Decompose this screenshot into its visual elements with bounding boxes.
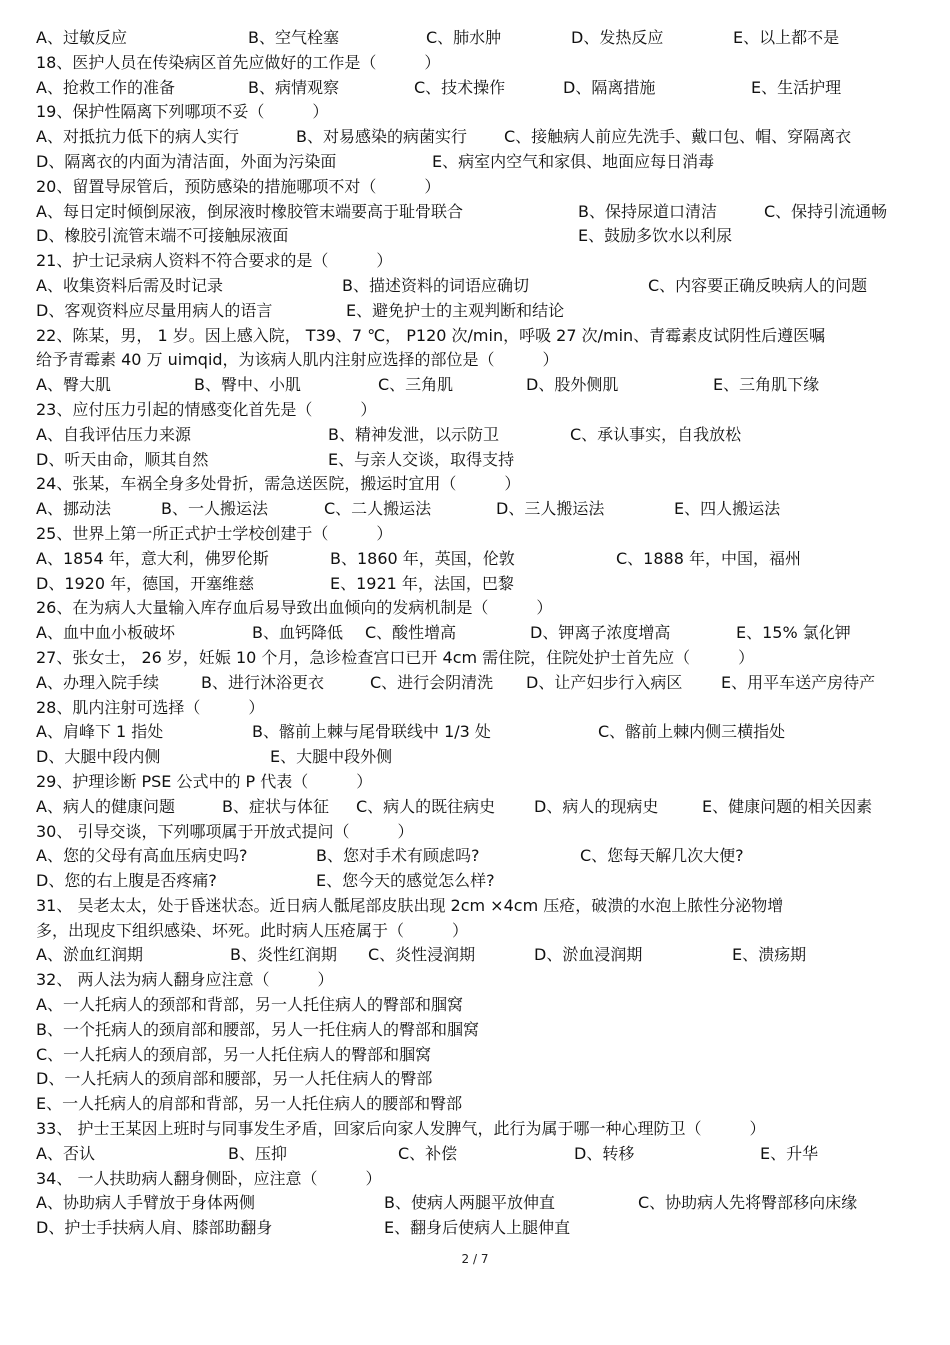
text-line bbox=[36, 1043, 916, 1068]
answer-option: C、肺水肿 bbox=[426, 28, 502, 47]
answer-option: A、办理入院手续 bbox=[36, 672, 159, 692]
answer-option: C、三角肌 bbox=[378, 375, 454, 395]
text-line bbox=[36, 348, 916, 373]
text-line bbox=[36, 76, 916, 101]
text-line bbox=[36, 224, 916, 249]
answer-option: D、转移 bbox=[574, 1143, 635, 1163]
question-text: 29、护理诊断 PSE 公式中的 P 代表（ ） bbox=[36, 771, 373, 791]
answer-option: A、收集资料后需及时记录 bbox=[36, 275, 223, 295]
question-text: 23、应付压力引起的情感变化首先是（ ） bbox=[36, 399, 377, 419]
answer-option: E、三角肌下缘 bbox=[713, 375, 820, 395]
answer-option: C、髂前上棘内侧三横指处 bbox=[598, 722, 786, 742]
answer-option: B、空气栓塞 bbox=[248, 28, 339, 47]
text-line bbox=[36, 26, 916, 51]
answer-option: C、接触病人前应先洗手、戴口包、帽、穿隔离衣 bbox=[504, 127, 852, 147]
answer-option: D、淤血浸润期 bbox=[534, 945, 643, 965]
document-body bbox=[36, 26, 916, 1241]
answer-option: C、酸性增高 bbox=[365, 623, 457, 643]
text-line bbox=[36, 745, 916, 770]
answer-option: B、压抑 bbox=[228, 1143, 287, 1163]
text-line bbox=[36, 1191, 916, 1216]
text-line bbox=[36, 1018, 916, 1043]
text-line bbox=[36, 943, 916, 968]
text-line bbox=[36, 671, 916, 696]
answer-option: D、发热反应 bbox=[571, 28, 664, 47]
question-text: B、一个托病人的颈肩部和腰部，另人一托住病人的臀部和腘窝 bbox=[36, 1019, 479, 1039]
question-text: 31、 吴老太太，处于昏迷状态。近日病人骶尾部皮肤出现 2cm ×4cm 压疮，破溃的水泡上脓性分泌物增 bbox=[36, 895, 784, 915]
question-text: A、一人托病人的颈部和背部，另一人托住病人的臀部和腘窝 bbox=[36, 995, 463, 1015]
answer-option: C、二人搬运法 bbox=[324, 499, 432, 519]
text-line bbox=[36, 572, 916, 597]
answer-option: A、淤血红润期 bbox=[36, 945, 143, 965]
answer-option: B、炎性红润期 bbox=[230, 945, 337, 965]
question-text: 25、世界上第一所正式护士学校创建于（ ） bbox=[36, 523, 393, 543]
answer-option: E、鼓励多饮水以利尿 bbox=[578, 226, 733, 246]
text-line bbox=[36, 968, 916, 993]
question-text: 26、在为病人大量输入库存血后易导致出血倾向的发病机制是（ ） bbox=[36, 598, 553, 618]
answer-option: E、翻身后使病人上腿伸直 bbox=[384, 1218, 571, 1238]
question-text: 24、张某，车祸全身多处骨折，需急送医院，搬运时宜用（ ） bbox=[36, 474, 521, 494]
question-text: 给予青霉素 40 万 uimqid，为该病人肌内注射应选择的部位是（ ） bbox=[36, 350, 559, 370]
text-line bbox=[36, 621, 916, 646]
answer-option: A、协助病人手臂放于身体两侧 bbox=[36, 1193, 255, 1213]
answer-option: C、您每天解几次大便? bbox=[580, 846, 744, 866]
question-text: 27、张女士， 26 岁，妊娠 10 个月，急诊检查宫口已开 4cm 需住院，住院处护士首先应（ ） bbox=[36, 647, 755, 667]
text-line bbox=[36, 795, 916, 820]
text-line bbox=[36, 844, 916, 869]
text-line bbox=[36, 125, 916, 150]
page-number: 2 / 7 bbox=[461, 1252, 489, 1266]
question-text: C、一人托病人的颈肩部，另一人托住病人的臀部和腘窝 bbox=[36, 1044, 432, 1064]
answer-option: A、过敏反应 bbox=[36, 28, 127, 47]
text-line bbox=[36, 324, 916, 349]
text-line bbox=[36, 423, 916, 448]
answer-option: B、描述资料的词语应确切 bbox=[342, 275, 529, 295]
question-text: D、一人托病人的颈肩部和腰部，另一人托住病人的臀部 bbox=[36, 1069, 433, 1089]
text-line bbox=[36, 1117, 916, 1142]
answer-option: D、客观资料应尽量用病人的语言 bbox=[36, 300, 273, 320]
answer-option: E、溃疡期 bbox=[732, 945, 807, 965]
answer-option: D、钾离子浓度增高 bbox=[530, 623, 671, 643]
text-line bbox=[36, 894, 916, 919]
text-line bbox=[36, 497, 916, 522]
answer-option: D、橡胶引流管末端不可接触尿液面 bbox=[36, 226, 289, 246]
text-line bbox=[36, 993, 916, 1018]
text-line bbox=[36, 398, 916, 423]
answer-option: D、隔离措施 bbox=[563, 77, 656, 97]
question-text: 多，出现皮下组织感染、坏死。此时病人压疮属于（ ） bbox=[36, 920, 469, 940]
answer-option: E、病室内空气和家俱、地面应每日消毒 bbox=[432, 151, 715, 171]
text-line bbox=[36, 472, 916, 497]
answer-option: A、肩峰下 1 指处 bbox=[36, 722, 164, 742]
answer-option: E、以上都不是 bbox=[733, 28, 840, 47]
answer-option: E、避免护士的主观判断和结论 bbox=[346, 300, 565, 320]
answer-option: D、护士手扶病人肩、膝部助翻身 bbox=[36, 1218, 273, 1238]
text-line bbox=[36, 200, 916, 225]
answer-option: B、对易感染的病菌实行 bbox=[296, 127, 467, 147]
text-line bbox=[36, 299, 916, 324]
answer-option: B、进行沐浴更衣 bbox=[201, 672, 324, 692]
answer-option: E、生活护理 bbox=[751, 77, 842, 97]
text-line bbox=[36, 770, 916, 795]
answer-option: C、炎性浸润期 bbox=[368, 945, 476, 965]
answer-option: C、内容要正确反映病人的问题 bbox=[648, 275, 868, 295]
text-line bbox=[36, 696, 916, 721]
answer-option: E、升华 bbox=[760, 1143, 819, 1163]
answer-option: B、1860 年，英国，伦敦 bbox=[330, 548, 515, 568]
answer-option: C、保持引流通畅 bbox=[764, 201, 888, 221]
answer-option: A、1854 年，意大利，佛罗伦斯 bbox=[36, 548, 269, 568]
text-line bbox=[36, 100, 916, 125]
answer-option: C、技术操作 bbox=[414, 77, 506, 97]
question-text: 34、 一人扶助病人翻身侧卧，应注意（ ） bbox=[36, 1168, 382, 1188]
text-line bbox=[36, 373, 916, 398]
answer-option: C、协助病人先将臀部移向床缘 bbox=[638, 1193, 858, 1213]
answer-option: A、血中血小板破坏 bbox=[36, 623, 175, 643]
answer-option: E、15% 氯化钾 bbox=[736, 623, 851, 643]
answer-option: C、1888 年，中国，福州 bbox=[616, 548, 801, 568]
text-line bbox=[36, 720, 916, 745]
text-line bbox=[36, 150, 916, 175]
question-text: 22、陈某，男， 1 岁。因上感入院， T39、7 ℃， P120 次/min，呼吸 27 次/min、青霉素皮试阴性后遵医嘱 bbox=[36, 325, 826, 345]
answer-option: B、使病人两腿平放伸直 bbox=[384, 1193, 555, 1213]
answer-option: D、您的右上腹是否疼痛? bbox=[36, 871, 217, 891]
answer-option: A、挪动法 bbox=[36, 499, 111, 519]
question-text: 30、 引导交谈，下列哪项属于开放式提问（ ） bbox=[36, 821, 414, 841]
text-line bbox=[36, 448, 916, 473]
answer-option: A、每日定时倾倒尿液，倒尿液时橡胶管末端要高于耻骨联合 bbox=[36, 201, 463, 221]
text-line bbox=[36, 175, 916, 200]
question-text: E、一人托病人的肩部和背部，另一人托住病人的腰部和臀部 bbox=[36, 1094, 463, 1114]
answer-option: B、精神发泄，以示防卫 bbox=[328, 424, 499, 444]
text-line bbox=[36, 869, 916, 894]
answer-option: B、病情观察 bbox=[248, 77, 339, 97]
answer-option: D、1920 年，德国，开塞维慈 bbox=[36, 573, 255, 593]
question-text: 33、 护士王某因上班时与同事发生矛盾，回家后向家人发脾气，此行为属于哪一种心理防卫（ ） bbox=[36, 1119, 766, 1139]
answer-option: E、1921 年，法国，巴黎 bbox=[330, 573, 514, 593]
answer-option: D、听天由命，顺其自然 bbox=[36, 449, 209, 469]
answer-option: E、四人搬运法 bbox=[674, 499, 781, 519]
text-line bbox=[36, 1067, 916, 1092]
answer-option: C、补偿 bbox=[398, 1143, 458, 1163]
answer-option: A、您的父母有高血压病史吗? bbox=[36, 846, 248, 866]
answer-option: C、承认事实，自我放松 bbox=[570, 424, 742, 444]
answer-option: B、血钙降低 bbox=[252, 623, 343, 643]
answer-option: C、病人的既往病史 bbox=[356, 796, 496, 816]
text-line bbox=[36, 596, 916, 621]
question-text: 18、医护人员在传染病区首先应做好的工作是（ ） bbox=[36, 52, 441, 72]
text-line bbox=[36, 547, 916, 572]
text-line bbox=[36, 51, 916, 76]
answer-option: D、病人的现病史 bbox=[534, 796, 659, 816]
answer-option: B、您对手术有顾虑吗? bbox=[316, 846, 480, 866]
answer-option: A、臀大肌 bbox=[36, 375, 111, 395]
question-text: 20、留置导尿管后，预防感染的措施哪项不对（ ） bbox=[36, 176, 441, 196]
answer-option: D、股外侧肌 bbox=[526, 375, 619, 395]
question-text: 28、肌内注射可选择（ ） bbox=[36, 697, 265, 717]
answer-option: A、病人的健康问题 bbox=[36, 796, 175, 816]
answer-option: B、症状与体征 bbox=[222, 796, 329, 816]
answer-option: A、否认 bbox=[36, 1143, 95, 1163]
text-line bbox=[36, 1167, 916, 1192]
answer-option: B、一人搬运法 bbox=[161, 499, 268, 519]
text-line bbox=[36, 249, 916, 274]
answer-option: D、让产妇步行入病区 bbox=[526, 672, 683, 692]
text-line bbox=[36, 1142, 916, 1167]
answer-option: D、隔离衣的内面为清洁面，外面为污染面 bbox=[36, 151, 337, 171]
answer-option: D、大腿中段内侧 bbox=[36, 747, 161, 767]
answer-option: B、保持尿道口清洁 bbox=[578, 201, 717, 221]
answer-option: C、进行会阴清洗 bbox=[370, 672, 494, 692]
question-text: 21、护士记录病人资料不符合要求的是（ ） bbox=[36, 251, 393, 271]
text-line bbox=[36, 1092, 916, 1117]
answer-option: A、抢救工作的准备 bbox=[36, 77, 175, 97]
answer-option: D、三人搬运法 bbox=[496, 499, 605, 519]
text-line bbox=[36, 919, 916, 944]
answer-option: E、与亲人交谈，取得支持 bbox=[328, 449, 515, 469]
text-line bbox=[36, 646, 916, 671]
answer-option: B、髂前上棘与尾骨联线中 1/3 处 bbox=[252, 722, 491, 742]
answer-option: E、您今天的感觉怎么样? bbox=[316, 871, 495, 891]
answer-option: A、对抵抗力低下的病人实行 bbox=[36, 127, 239, 147]
question-text: 32、 两人法为病人翻身应注意（ ） bbox=[36, 970, 334, 990]
answer-option: E、健康问题的相关因素 bbox=[702, 796, 873, 816]
answer-option: E、用平车送产房待产 bbox=[721, 672, 876, 692]
question-text: 19、保护性隔离下列哪项不妥（ ） bbox=[36, 102, 329, 122]
text-line bbox=[36, 820, 916, 845]
text-line bbox=[36, 522, 916, 547]
answer-option: A、自我评估压力来源 bbox=[36, 424, 191, 444]
text-line bbox=[36, 274, 916, 299]
answer-option: E、大腿中段外侧 bbox=[270, 747, 393, 767]
answer-option: B、臀中、小肌 bbox=[194, 375, 301, 395]
text-line bbox=[36, 1216, 916, 1241]
